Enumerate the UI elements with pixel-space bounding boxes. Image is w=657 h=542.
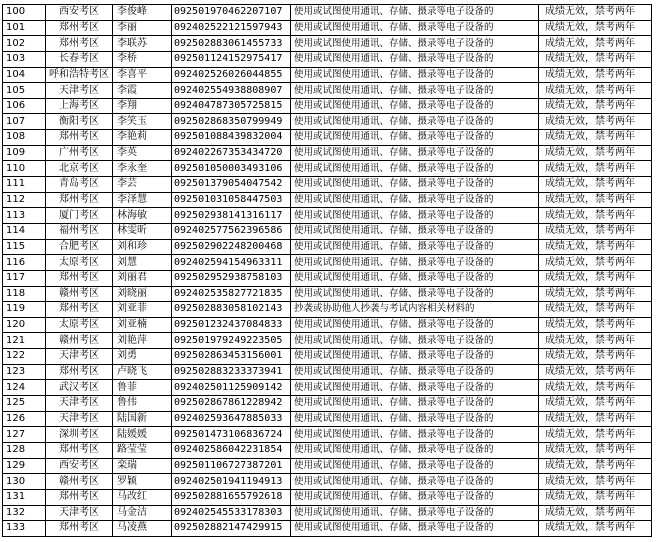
table-row: [3, 161, 652, 177]
penalty-cell: 成绩无效，禁考两年: [539, 364, 652, 380]
row-number-cell: 121: [3, 333, 46, 349]
candidate-name-cell: 马金洁: [113, 505, 172, 521]
penalty-cell: 成绩无效，禁考两年: [539, 130, 652, 146]
table-row: [3, 442, 652, 458]
table-row: [3, 208, 652, 224]
admission-number-cell: 092402577562396586: [172, 223, 291, 239]
penalty-cell: 成绩无效，禁考两年: [539, 474, 652, 490]
candidate-name-cell: 林雯昕: [113, 223, 172, 239]
row-number-cell: 133: [3, 521, 46, 537]
admission-number-cell: 092402267353434720: [172, 145, 291, 161]
exam-region-cell: 广州考区: [46, 145, 113, 161]
penalty-cell: 成绩无效，禁考两年: [539, 51, 652, 67]
penalty-cell: 成绩无效，禁考两年: [539, 192, 652, 208]
exam-region-cell: 郑州考区: [46, 192, 113, 208]
candidate-name-cell: 鲁菲: [113, 380, 172, 396]
penalty-cell: 成绩无效，禁考两年: [539, 333, 652, 349]
candidate-name-cell: 李桥: [113, 51, 172, 67]
violation-reason-cell: 使用或试图使用通讯、存储、摄录等电子设备的: [291, 161, 539, 177]
row-number-cell: 128: [3, 442, 46, 458]
table-row: [3, 177, 652, 193]
table-row: [3, 223, 652, 239]
table-row: [3, 489, 652, 505]
exam-region-cell: 西安考区: [46, 458, 113, 474]
row-number-cell: 102: [3, 36, 46, 52]
admission-number-cell: 092502868350799949: [172, 114, 291, 130]
penalty-cell: 成绩无效，禁考两年: [539, 5, 652, 21]
violation-reason-cell: 使用或试图使用通讯、存储、摄录等电子设备的: [291, 83, 539, 99]
penalty-cell: 成绩无效，禁考两年: [539, 458, 652, 474]
table-row: [3, 5, 652, 21]
violation-reason-cell: 使用或试图使用通讯、存储、摄录等电子设备的: [291, 396, 539, 412]
exam-region-cell: 赣州考区: [46, 333, 113, 349]
penalty-cell: 成绩无效，禁考两年: [539, 317, 652, 333]
candidate-name-cell: 马改红: [113, 489, 172, 505]
row-number-cell: 129: [3, 458, 46, 474]
exam-region-cell: 青岛考区: [46, 177, 113, 193]
table-row: [3, 36, 652, 52]
admission-number-cell: 092402593647885033: [172, 411, 291, 427]
admission-number-cell: 092501106727387201: [172, 458, 291, 474]
row-number-cell: 105: [3, 83, 46, 99]
admission-number-cell: 092402501941194913: [172, 474, 291, 490]
row-number-cell: 103: [3, 51, 46, 67]
exam-region-cell: 福州考区: [46, 223, 113, 239]
violation-reason-cell: 使用或试图使用通讯、存储、摄录等电子设备的: [291, 239, 539, 255]
table-row: [3, 114, 652, 130]
candidate-name-cell: 卢晓飞: [113, 364, 172, 380]
violation-reason-cell: 使用或试图使用通讯、存储、摄录等电子设备的: [291, 223, 539, 239]
exam-region-cell: 郑州考区: [46, 442, 113, 458]
row-number-cell: 112: [3, 192, 46, 208]
table-row: [3, 98, 652, 114]
admission-number-cell: 092502881655792618: [172, 489, 291, 505]
admission-number-cell: 092502867861228942: [172, 396, 291, 412]
penalty-cell: 成绩无效，禁考两年: [539, 161, 652, 177]
violation-reason-cell: 使用或试图使用通讯、存储、摄录等电子设备的: [291, 130, 539, 146]
candidate-name-cell: 鲁伟: [113, 396, 172, 412]
violation-reason-cell: 使用或试图使用通讯、存储、摄录等电子设备的: [291, 36, 539, 52]
violation-reason-cell: 使用或试图使用通讯、存储、摄录等电子设备的: [291, 489, 539, 505]
candidate-name-cell: 刘晓丽: [113, 286, 172, 302]
table-row: [3, 364, 652, 380]
penalty-cell: 成绩无效，禁考两年: [539, 411, 652, 427]
penalty-cell: 成绩无效，禁考两年: [539, 208, 652, 224]
exam-region-cell: 郑州考区: [46, 302, 113, 318]
table-row: [3, 130, 652, 146]
admission-number-cell: 092502883061455733: [172, 36, 291, 52]
candidate-name-cell: 陆国新: [113, 411, 172, 427]
table-row: [3, 458, 652, 474]
candidate-name-cell: 李喜平: [113, 67, 172, 83]
admission-number-cell: 092501031058447503: [172, 192, 291, 208]
violation-reason-cell: 使用或试图使用通讯、存储、摄录等电子设备的: [291, 364, 539, 380]
penalty-cell: 成绩无效，禁考两年: [539, 442, 652, 458]
violation-reason-cell: 使用或试图使用通讯、存储、摄录等电子设备的: [291, 208, 539, 224]
candidate-name-cell: 李芸: [113, 177, 172, 193]
candidate-name-cell: 李英: [113, 145, 172, 161]
admission-number-cell: 092502902248200468: [172, 239, 291, 255]
row-number-cell: 131: [3, 489, 46, 505]
candidate-name-cell: 李丽: [113, 20, 172, 36]
exam-region-cell: 西安考区: [46, 5, 113, 21]
penalty-cell: 成绩无效，禁考两年: [539, 302, 652, 318]
exam-region-cell: 太原考区: [46, 317, 113, 333]
violation-reason-cell: 使用或试图使用通讯、存储、摄录等电子设备的: [291, 20, 539, 36]
row-number-cell: 116: [3, 255, 46, 271]
row-number-cell: 125: [3, 396, 46, 412]
admission-number-cell: 092502883058102143: [172, 302, 291, 318]
exam-region-cell: 天津考区: [46, 411, 113, 427]
row-number-cell: 113: [3, 208, 46, 224]
row-number-cell: 132: [3, 505, 46, 521]
row-number-cell: 107: [3, 114, 46, 130]
violation-reason-cell: 使用或试图使用通讯、存储、摄录等电子设备的: [291, 442, 539, 458]
candidate-name-cell: 李笑玉: [113, 114, 172, 130]
candidate-name-cell: 李霞: [113, 83, 172, 99]
violation-reason-cell: 使用或试图使用通讯、存储、摄录等电子设备的: [291, 67, 539, 83]
penalty-cell: 成绩无效，禁考两年: [539, 177, 652, 193]
candidate-name-cell: 栾瑞: [113, 458, 172, 474]
exam-region-cell: 郑州考区: [46, 489, 113, 505]
row-number-cell: 101: [3, 20, 46, 36]
violation-reason-cell: 抄袭或协助他人抄袭与考试内容相关材料的: [291, 302, 539, 318]
table-row: [3, 192, 652, 208]
admission-number-cell: 092501473106836724: [172, 427, 291, 443]
candidate-name-cell: 李俊峰: [113, 5, 172, 21]
table-row: [3, 145, 652, 161]
penalty-cell: 成绩无效，禁考两年: [539, 145, 652, 161]
exam-region-cell: 郑州考区: [46, 364, 113, 380]
violation-reason-cell: 使用或试图使用通讯、存储、摄录等电子设备的: [291, 474, 539, 490]
admission-number-cell: 092402522121597943: [172, 20, 291, 36]
row-number-cell: 115: [3, 239, 46, 255]
candidate-name-cell: 罗颖: [113, 474, 172, 490]
table-row: [3, 427, 652, 443]
table-row: [3, 349, 652, 365]
row-number-cell: 111: [3, 177, 46, 193]
admission-number-cell: 092501050003493106: [172, 161, 291, 177]
violation-reason-cell: 使用或试图使用通讯、存储、摄录等电子设备的: [291, 270, 539, 286]
exam-region-cell: 合肥考区: [46, 239, 113, 255]
penalty-cell: 成绩无效，禁考两年: [539, 36, 652, 52]
candidate-name-cell: 马凌燕: [113, 521, 172, 537]
penalty-cell: 成绩无效，禁考两年: [539, 223, 652, 239]
admission-number-cell: 092404787305725815: [172, 98, 291, 114]
exam-region-cell: 天津考区: [46, 505, 113, 521]
violation-reason-cell: 使用或试图使用通讯、存储、摄录等电子设备的: [291, 255, 539, 271]
violation-reason-cell: 使用或试图使用通讯、存储、摄录等电子设备的: [291, 51, 539, 67]
row-number-cell: 108: [3, 130, 46, 146]
row-number-cell: 127: [3, 427, 46, 443]
penalty-cell: 成绩无效，禁考两年: [539, 270, 652, 286]
exam-region-cell: 武汉考区: [46, 380, 113, 396]
exam-region-cell: 厦门考区: [46, 208, 113, 224]
admission-number-cell: 092402586042231854: [172, 442, 291, 458]
candidate-name-cell: 李联苏: [113, 36, 172, 52]
table-row: [3, 255, 652, 271]
admission-number-cell: 092502882147429915: [172, 521, 291, 537]
admission-number-cell: 092502863453156001: [172, 349, 291, 365]
candidate-name-cell: 李艳莉: [113, 130, 172, 146]
penalty-cell: 成绩无效，禁考两年: [539, 239, 652, 255]
violation-reason-cell: 使用或试图使用通讯、存储、摄录等电子设备的: [291, 114, 539, 130]
violation-reason-cell: 使用或试图使用通讯、存储、摄录等电子设备的: [291, 521, 539, 537]
row-number-cell: 100: [3, 5, 46, 21]
violation-reason-cell: 使用或试图使用通讯、存储、摄录等电子设备的: [291, 98, 539, 114]
exam-region-cell: 上海考区: [46, 98, 113, 114]
candidate-name-cell: 刘艳萍: [113, 333, 172, 349]
candidate-name-cell: 刘和珍: [113, 239, 172, 255]
table-row: [3, 83, 652, 99]
admission-number-cell: 092402535827721835: [172, 286, 291, 302]
exam-region-cell: 天津考区: [46, 83, 113, 99]
table-row: [3, 411, 652, 427]
candidate-name-cell: 陆媛媛: [113, 427, 172, 443]
violation-reason-cell: 使用或试图使用通讯、存储、摄录等电子设备的: [291, 5, 539, 21]
admission-number-cell: 092502883233373941: [172, 364, 291, 380]
table-row: [3, 505, 652, 521]
exam-region-cell: 郑州考区: [46, 130, 113, 146]
table-row: [3, 474, 652, 490]
row-number-cell: 122: [3, 349, 46, 365]
exam-region-cell: 太原考区: [46, 255, 113, 271]
penalty-cell: 成绩无效，禁考两年: [539, 83, 652, 99]
table-row: [3, 286, 652, 302]
exam-region-cell: 衡阳考区: [46, 114, 113, 130]
admission-number-cell: 092402545533178303: [172, 505, 291, 521]
exam-region-cell: 天津考区: [46, 349, 113, 365]
table-row: [3, 380, 652, 396]
exam-region-cell: 赣州考区: [46, 286, 113, 302]
violation-reason-cell: 使用或试图使用通讯、存储、摄录等电子设备的: [291, 286, 539, 302]
exam-region-cell: 郑州考区: [46, 36, 113, 52]
candidate-name-cell: 李永奎: [113, 161, 172, 177]
penalty-cell: 成绩无效，禁考两年: [539, 396, 652, 412]
admission-number-cell: 092501379054047542: [172, 177, 291, 193]
violation-reason-cell: 使用或试图使用通讯、存储、摄录等电子设备的: [291, 458, 539, 474]
table-row: [3, 396, 652, 412]
row-number-cell: 109: [3, 145, 46, 161]
row-number-cell: 110: [3, 161, 46, 177]
candidate-name-cell: 路莹莹: [113, 442, 172, 458]
table-row: [3, 521, 652, 537]
violation-reason-cell: 使用或试图使用通讯、存储、摄录等电子设备的: [291, 411, 539, 427]
violation-reason-cell: 使用或试图使用通讯、存储、摄录等电子设备的: [291, 349, 539, 365]
exam-region-cell: 郑州考区: [46, 270, 113, 286]
exam-region-cell: 深圳考区: [46, 427, 113, 443]
violation-reason-cell: 使用或试图使用通讯、存储、摄录等电子设备的: [291, 380, 539, 396]
admission-number-cell: 092402554938808907: [172, 83, 291, 99]
row-number-cell: 130: [3, 474, 46, 490]
candidate-name-cell: 李翔: [113, 98, 172, 114]
violation-reason-cell: 使用或试图使用通讯、存储、摄录等电子设备的: [291, 192, 539, 208]
table-row: [3, 239, 652, 255]
penalty-cell: 成绩无效，禁考两年: [539, 255, 652, 271]
penalty-cell: 成绩无效，禁考两年: [539, 505, 652, 521]
exam-region-cell: 赣州考区: [46, 474, 113, 490]
penalty-cell: 成绩无效，禁考两年: [539, 286, 652, 302]
violation-reason-cell: 使用或试图使用通讯、存储、摄录等电子设备的: [291, 177, 539, 193]
violation-reason-cell: 使用或试图使用通讯、存储、摄录等电子设备的: [291, 505, 539, 521]
candidate-name-cell: 刘亚菲: [113, 302, 172, 318]
row-number-cell: 117: [3, 270, 46, 286]
candidate-name-cell: 刘慧: [113, 255, 172, 271]
row-number-cell: 126: [3, 411, 46, 427]
penalty-cell: 成绩无效，禁考两年: [539, 380, 652, 396]
admission-number-cell: 092502938141316117: [172, 208, 291, 224]
table-row: [3, 317, 652, 333]
row-number-cell: 118: [3, 286, 46, 302]
admission-number-cell: 092501088439832004: [172, 130, 291, 146]
exam-region-cell: 呼和浩特考区: [46, 67, 113, 83]
exam-region-cell: 天津考区: [46, 396, 113, 412]
table-row: [3, 302, 652, 318]
penalty-cell: 成绩无效，禁考两年: [539, 427, 652, 443]
row-number-cell: 104: [3, 67, 46, 83]
admission-number-cell: 092501232437084833: [172, 317, 291, 333]
penalty-cell: 成绩无效，禁考两年: [539, 349, 652, 365]
penalty-cell: 成绩无效，禁考两年: [539, 20, 652, 36]
row-number-cell: 119: [3, 302, 46, 318]
exam-region-cell: 长春考区: [46, 51, 113, 67]
admission-number-cell: 092402594154963311: [172, 255, 291, 271]
row-number-cell: 106: [3, 98, 46, 114]
table-row: [3, 333, 652, 349]
violation-reason-cell: 使用或试图使用通讯、存储、摄录等电子设备的: [291, 333, 539, 349]
admission-number-cell: 092402501125909142: [172, 380, 291, 396]
admission-number-cell: 092502952938758103: [172, 270, 291, 286]
exam-region-cell: 郑州考区: [46, 521, 113, 537]
candidate-name-cell: 刘亚楠: [113, 317, 172, 333]
exam-region-cell: 郑州考区: [46, 20, 113, 36]
penalty-cell: 成绩无效，禁考两年: [539, 521, 652, 537]
exam-region-cell: 北京考区: [46, 161, 113, 177]
row-number-cell: 120: [3, 317, 46, 333]
violation-table-body: [3, 5, 652, 537]
penalty-cell: 成绩无效，禁考两年: [539, 489, 652, 505]
row-number-cell: 124: [3, 380, 46, 396]
row-number-cell: 114: [3, 223, 46, 239]
violation-reason-cell: 使用或试图使用通讯、存储、摄录等电子设备的: [291, 145, 539, 161]
violation-reason-cell: 使用或试图使用通讯、存储、摄录等电子设备的: [291, 317, 539, 333]
table-row: [3, 51, 652, 67]
admission-number-cell: 092501970462207107: [172, 5, 291, 21]
candidate-name-cell: 林海敏: [113, 208, 172, 224]
candidate-name-cell: 刘丽君: [113, 270, 172, 286]
penalty-cell: 成绩无效，禁考两年: [539, 98, 652, 114]
candidate-name-cell: 李泽慧: [113, 192, 172, 208]
table-row: [3, 67, 652, 83]
admission-number-cell: 092402526026044855: [172, 67, 291, 83]
violation-table: [2, 4, 652, 537]
admission-number-cell: 092501124152975417: [172, 51, 291, 67]
admission-number-cell: 092501979249223505: [172, 333, 291, 349]
table-row: [3, 270, 652, 286]
table-row: [3, 20, 652, 36]
penalty-cell: 成绩无效，禁考两年: [539, 114, 652, 130]
candidate-name-cell: 刘勇: [113, 349, 172, 365]
penalty-cell: 成绩无效，禁考两年: [539, 67, 652, 83]
row-number-cell: 123: [3, 364, 46, 380]
violation-reason-cell: 使用或试图使用通讯、存储、摄录等电子设备的: [291, 427, 539, 443]
